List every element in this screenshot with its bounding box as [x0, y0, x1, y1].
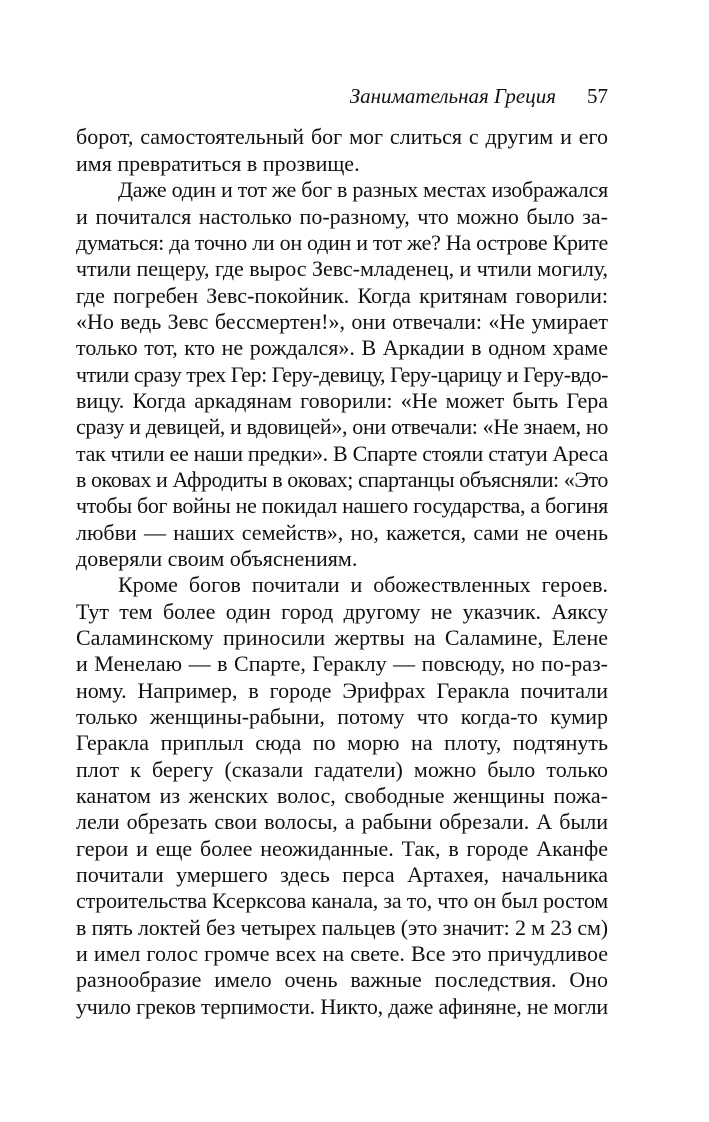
- text-line: и почитался настолько по-разному, что можно было за-: [76, 204, 608, 229]
- text-line: имя превратиться в прозвище.: [76, 151, 360, 176]
- text-line: доверяли своим объяснениям.: [76, 546, 358, 571]
- text-line: «Но ведь Зевс бессмертен!», они отвечали: «Не умирает: [76, 309, 608, 334]
- page-number: 57: [587, 84, 608, 108]
- text-line: Даже один и тот же бог в разных местах изображался: [118, 177, 608, 202]
- text-line: лели обрезать свои волосы, а рабыни обрезали. А были: [76, 809, 608, 834]
- text-line: борот, самостоятельный бог мог слиться с другим и его: [76, 124, 608, 149]
- text-line: разнообразие имело очень важные последствия. Оно: [76, 967, 608, 992]
- text-line: в оковах и Афродиты в оковах; спартанцы объясняли: «Это: [76, 467, 608, 492]
- text-line: вицу. Когда аркадянам говорили: «Не может быть Гера: [76, 388, 608, 413]
- text-line: любви — наших семейств», но, кажется, сами не очень: [76, 520, 608, 545]
- text-line: думаться: да точно ли он один и тот же? На острове Крите: [76, 230, 608, 255]
- text-line: и Менелаю — в Спарте, Гераклу — повсюду, но по-раз-: [76, 651, 608, 676]
- running-header: [76, 84, 608, 114]
- text-line: Геракла приплыл сюда по морю на плоту, подтянуть: [76, 730, 608, 755]
- text-line: Тут тем более один город другому не указчик. Аяксу: [76, 599, 608, 624]
- text-line: только женщины-рабыни, потому что когда-то кумир: [76, 704, 608, 729]
- text-line: строительства Ксерксова канала, за то, что он был ростом: [76, 888, 608, 913]
- text-line: и имел голос громче всех на свете. Все это причудливое: [76, 941, 608, 966]
- text-line: чтили сразу трех Гер: Геру-девицу, Геру-царицу и Геру-вдо-: [76, 362, 608, 387]
- text-line: где погребен Зевс-покойник. Когда критянам говорили:: [76, 283, 608, 308]
- header-title: Занимательная Греция: [349, 84, 556, 108]
- text-line: плот к берегу (сказали гадатели) можно было только: [76, 757, 608, 782]
- text-line: почитали умершего здесь перса Артахея, начальника: [76, 862, 608, 887]
- text-line: чтили пещеру, где вырос Зевс-младенец, и чтили могилу,: [76, 256, 608, 281]
- text-line: учило греков терпимости. Никто, даже афиняне, не могли: [76, 994, 608, 1019]
- text-line: сразу и девицей, и вдовицей», они отвечали: «Не знаем, но: [76, 414, 608, 439]
- text-line: в пять локтей без четырех пальцев (это значит: 2 м 23 см): [76, 915, 608, 940]
- text-line: герои и еще более неожиданные. Так, в городе Аканфе: [76, 836, 608, 861]
- text-line: канатом из женских волос, свободные женщины пожа-: [76, 783, 608, 808]
- text-line: чтобы бог войны не покидал нашего государства, а богиня: [76, 493, 608, 518]
- text-line: Кроме богов почитали и обожествленных героев.: [118, 572, 608, 597]
- text-line: ному. Например, в городе Эрифрах Геракла почитали: [76, 678, 608, 703]
- text-line: только тот, кто не рождался». В Аркадии в одном храме: [76, 335, 608, 360]
- text-line: Саламинскому приносили жертвы на Саламине, Елене: [76, 625, 608, 650]
- text-line: так чтили ее наши предки». В Спарте стояли статуи Ареса: [76, 441, 608, 466]
